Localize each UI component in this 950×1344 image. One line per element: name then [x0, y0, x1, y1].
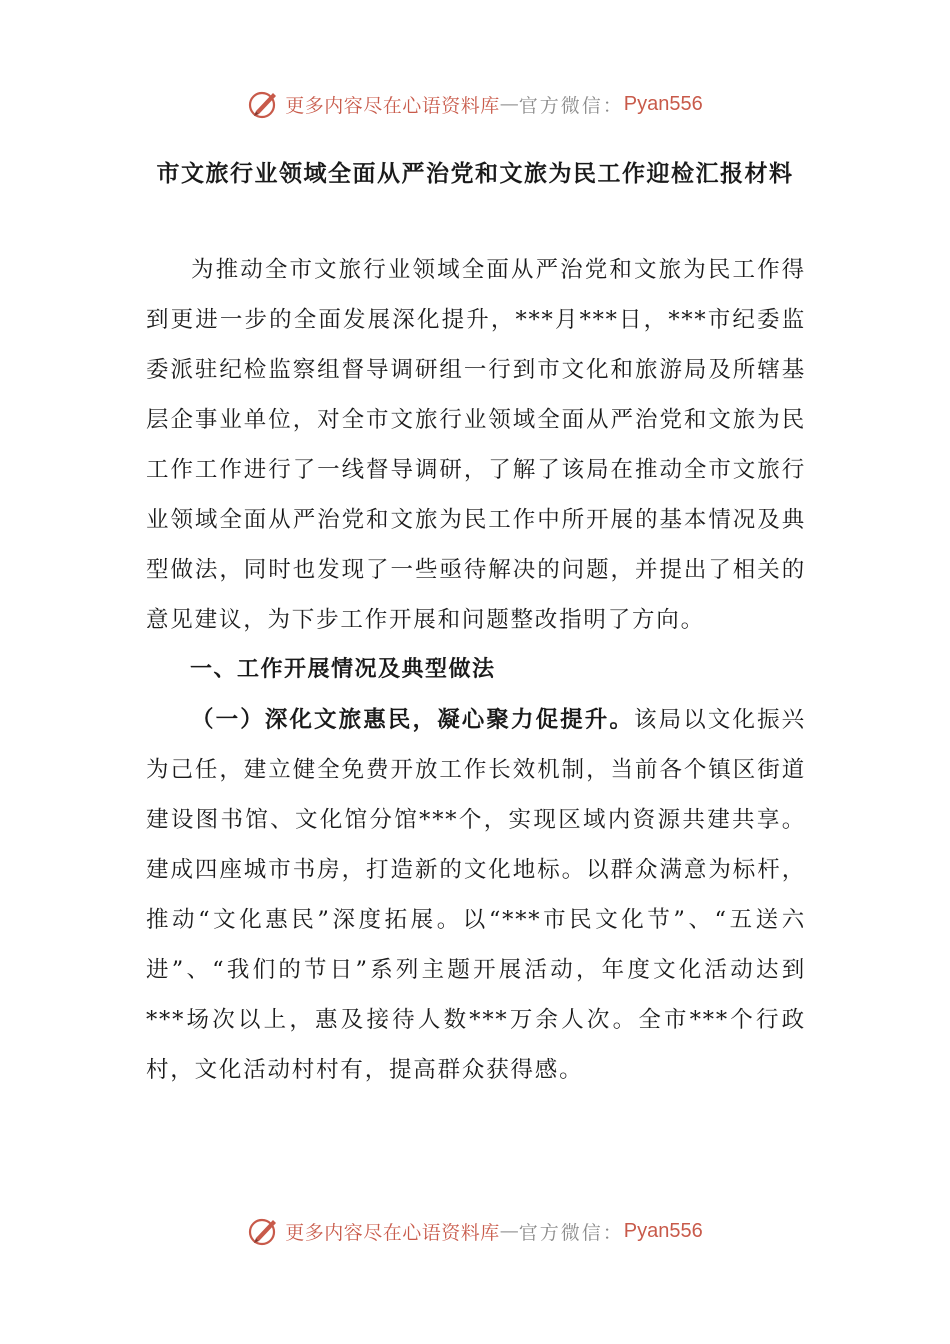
banner-separator: —: [499, 1220, 519, 1242]
banner-separator: —: [499, 93, 519, 115]
paragraph-body: 该局以文化振兴为己任，建立健全免费开放工作长效机制，当前各个镇区街道建设图书馆、文化馆分馆***个，实现区域内资源共建共享。建成四座城市书房，打造新的文化地标。以群众满意为标杆，推动“文化惠民”深度拓展。以“***市民文化节”、“五送六进”、“我们的节日”系列主题开展活动，年度文化活动达到***场次以上，惠及接待人数***万余人次。全市***个行政村，文化活动村村有，提高群众获得感。: [146, 707, 806, 1083]
footer-banner: [0, 1211, 950, 1251]
pen-circle-logo-icon: [247, 87, 281, 121]
header-banner: [0, 84, 950, 124]
document-title: 市文旅行业领域全面从严治党和文旅为民工作迎检汇报材料: [156, 161, 794, 187]
banner-text: 更多内容尽在心语资料库: [285, 94, 500, 117]
banner-wechat-label: 官方微信：: [518, 94, 624, 117]
banner-wechat-id: Pyan556: [623, 92, 703, 115]
section-heading: 一、工作开展情况及典型做法: [190, 657, 496, 682]
section-paragraph: [146, 695, 806, 1095]
banner-text: 更多内容尽在心语资料库: [285, 1221, 500, 1244]
intro-paragraph: 为推动全市文旅行业领域全面从严治党和文旅为民工作得到更进一步的全面发展深化提升，***月***日，***市纪委监委派驻纪检监察组督导调研组一行到市文化和旅游局及所辖基层企事业单位，对全市文旅行业领域全面从严治党和文旅为民工作工作进行了一线督导调研，了解了该局在推动全市文旅行业领域全面从严治党和文旅为民工作中所开展的基本情况及典型做法，同时也发现了一些亟待解决的问题，并提出了相关的意见建议，为下步工作开展和问题整改指明了方向。: [146, 257, 806, 633]
pen-circle-logo-icon: [247, 1214, 281, 1248]
document-body: [146, 245, 806, 1095]
banner-wechat-label: 官方微信：: [518, 1221, 624, 1244]
banner-wechat-id: Pyan556: [623, 1219, 703, 1242]
paragraph-lead: （一）深化文旅惠民，凝心聚力促提升。: [191, 707, 635, 733]
